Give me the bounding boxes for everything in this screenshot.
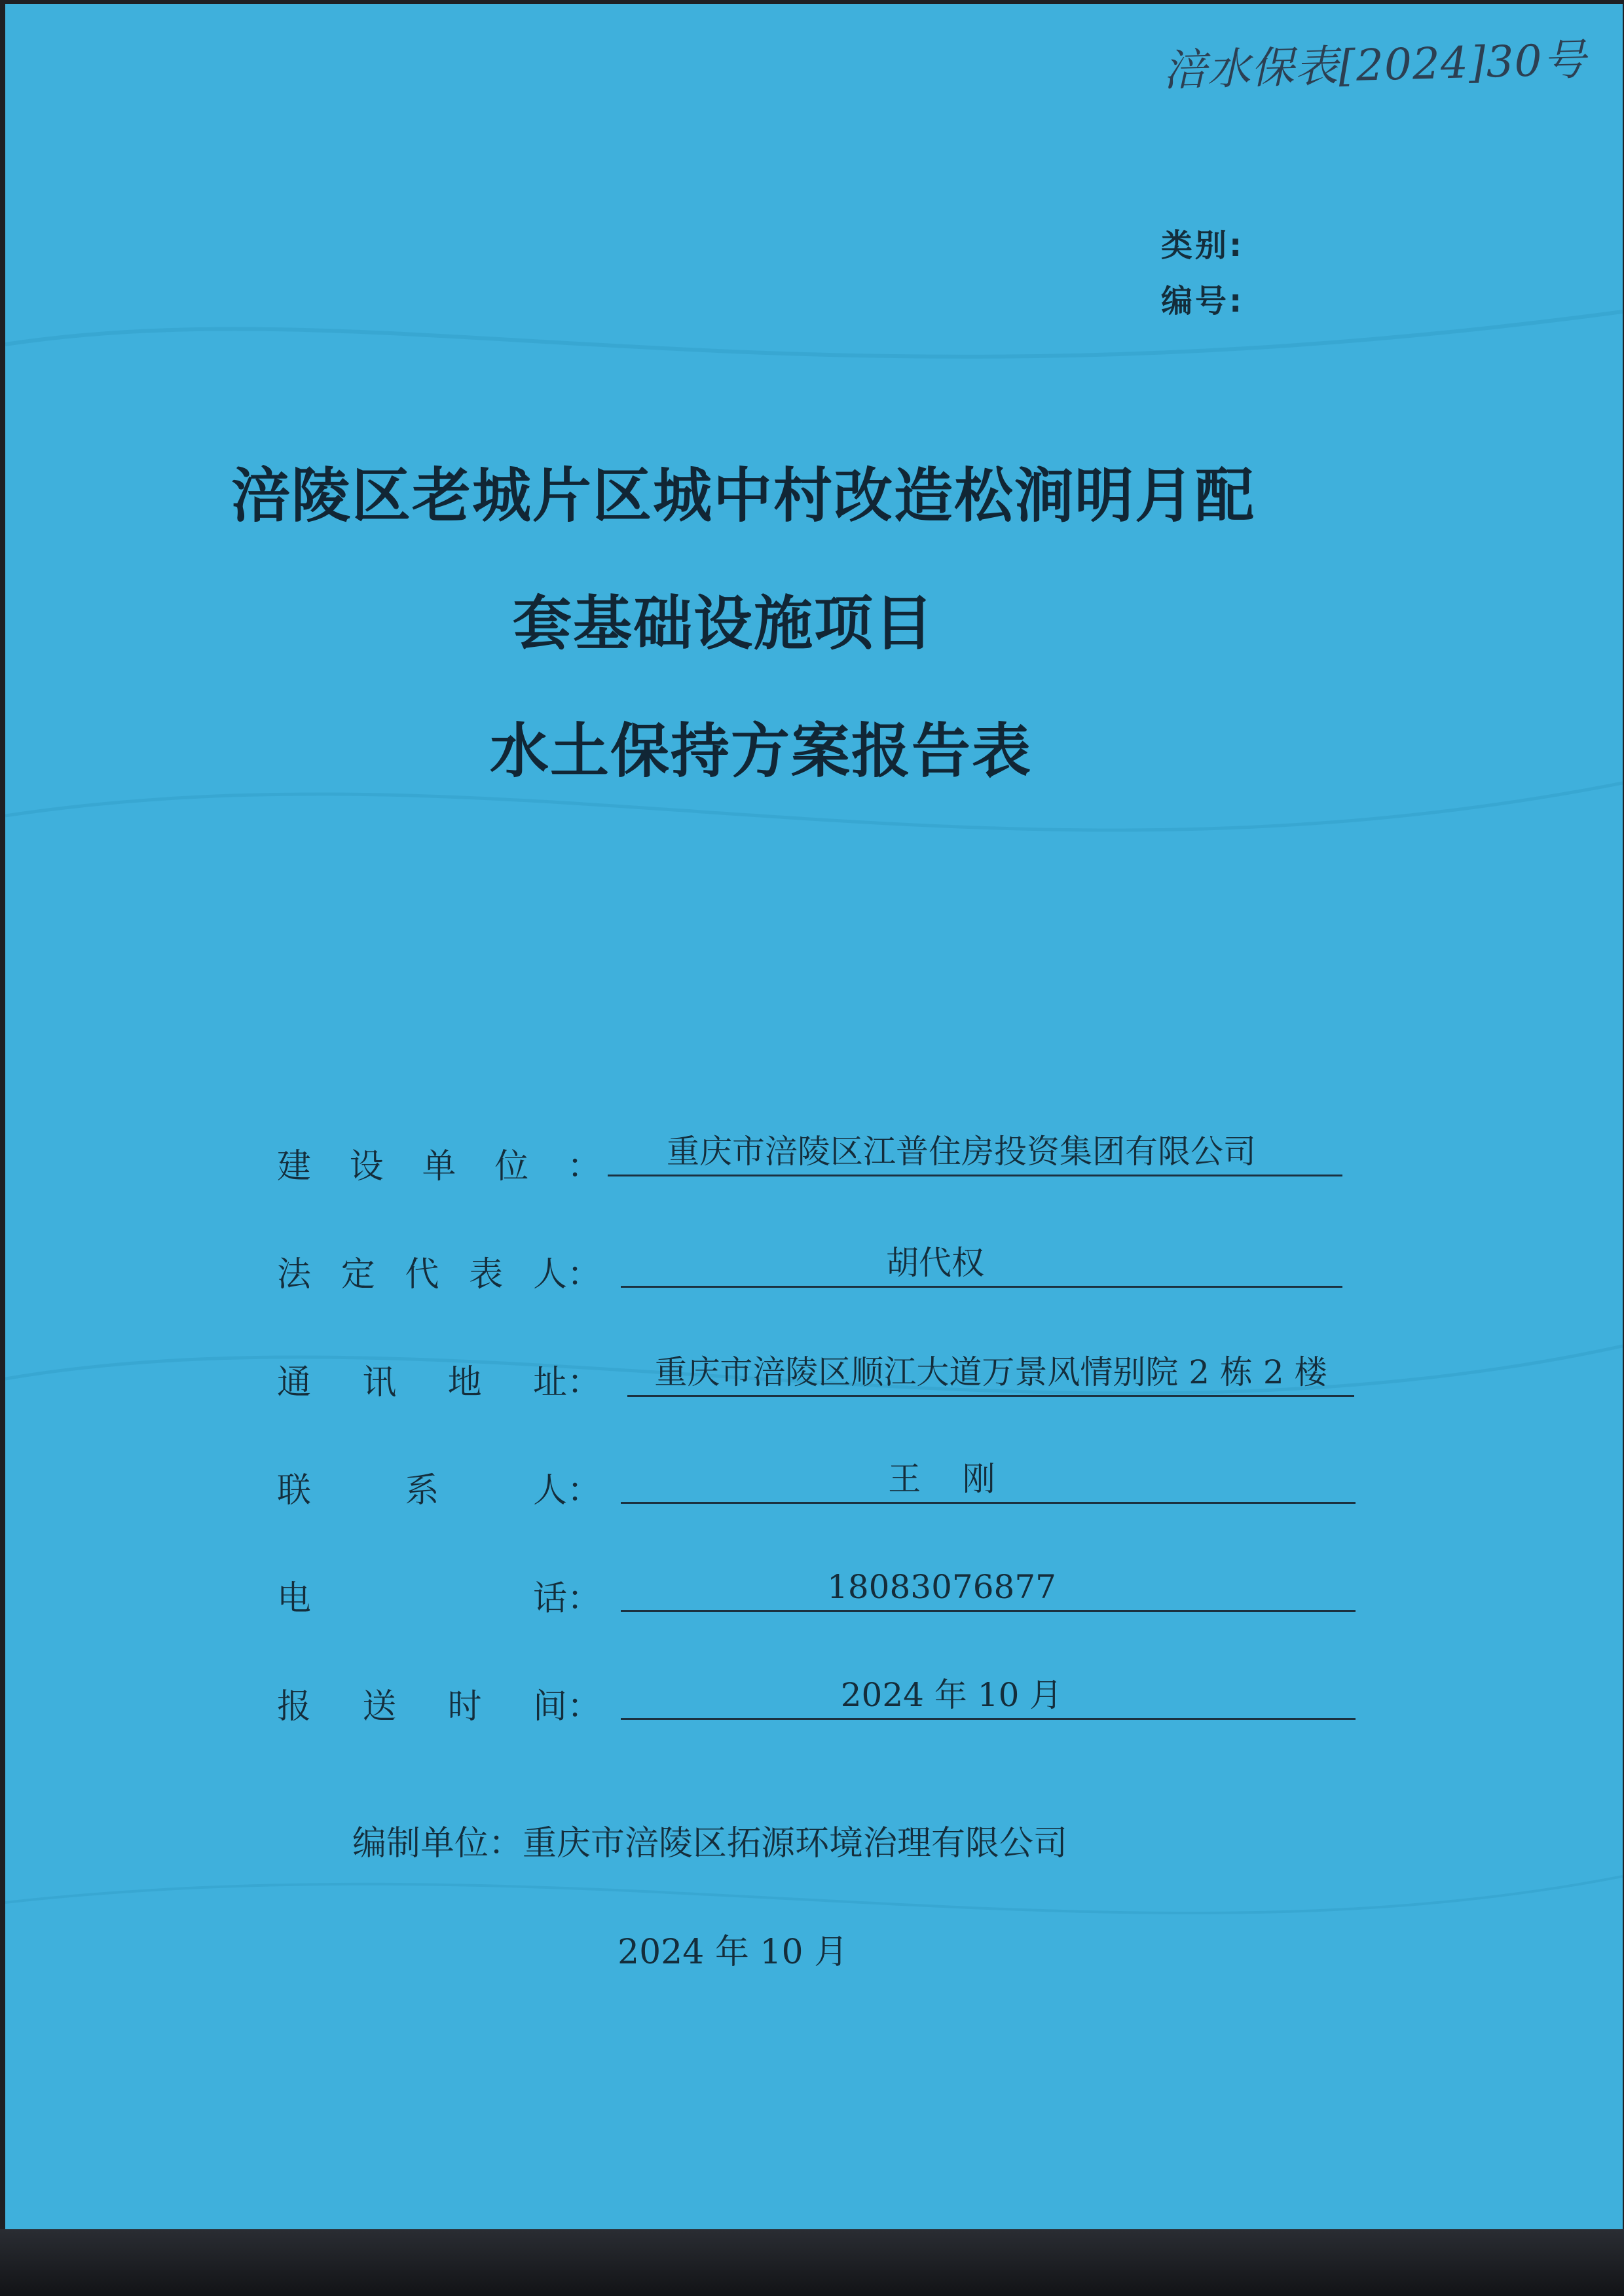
field-label-contact-person: 联 系 人： [277, 1471, 601, 1510]
handwritten-document-number: 涪水保表[2024]30号 [1162, 34, 1587, 96]
field-value-construction-unit: 重庆市涪陵区江普住房投资集团有限公司 [667, 1133, 1256, 1171]
field-label-construction-unit: 建 设 单 位 ： [277, 1147, 601, 1186]
field-label-legal-representative: 法 定 代 表 人： [277, 1255, 601, 1294]
title-line-1: 涪陵区老城片区城中村改造松涧明月配 [231, 462, 1255, 530]
scan-edge-shadow [0, 2229, 1624, 2296]
title-line-2: 套基础设施项目 [513, 589, 934, 658]
field-label-submission-time: 报 送 时 间： [277, 1687, 601, 1726]
compile-date: 2024 年 10 月 [618, 1933, 849, 1972]
field-value-legal-representative: 胡代权 [886, 1244, 984, 1282]
field-value-telephone: 18083076877 [827, 1568, 1056, 1606]
field-label-telephone: 电 话： [277, 1579, 601, 1618]
field-value-mailing-address: 重庆市涪陵区顺江大道万景风情别院 2 栋 2 楼 [654, 1353, 1327, 1391]
compiling-unit: 编制单位：重庆市涪陵区拓源环境治理有限公司 [352, 1824, 1068, 1863]
paper-texture [5, 4, 1623, 2232]
report-cover [5, 4, 1623, 2232]
number-label: 编号: [1161, 283, 1245, 319]
category-label: 类别: [1161, 227, 1245, 264]
field-value-submission-time: 2024 年 10 月 [840, 1676, 1063, 1714]
field-value-contact-person: 王 刚 [888, 1460, 995, 1498]
title-line-3: 水土保持方案报告表 [490, 717, 1032, 786]
field-label-mailing-address: 通 讯 地 址： [277, 1363, 601, 1402]
